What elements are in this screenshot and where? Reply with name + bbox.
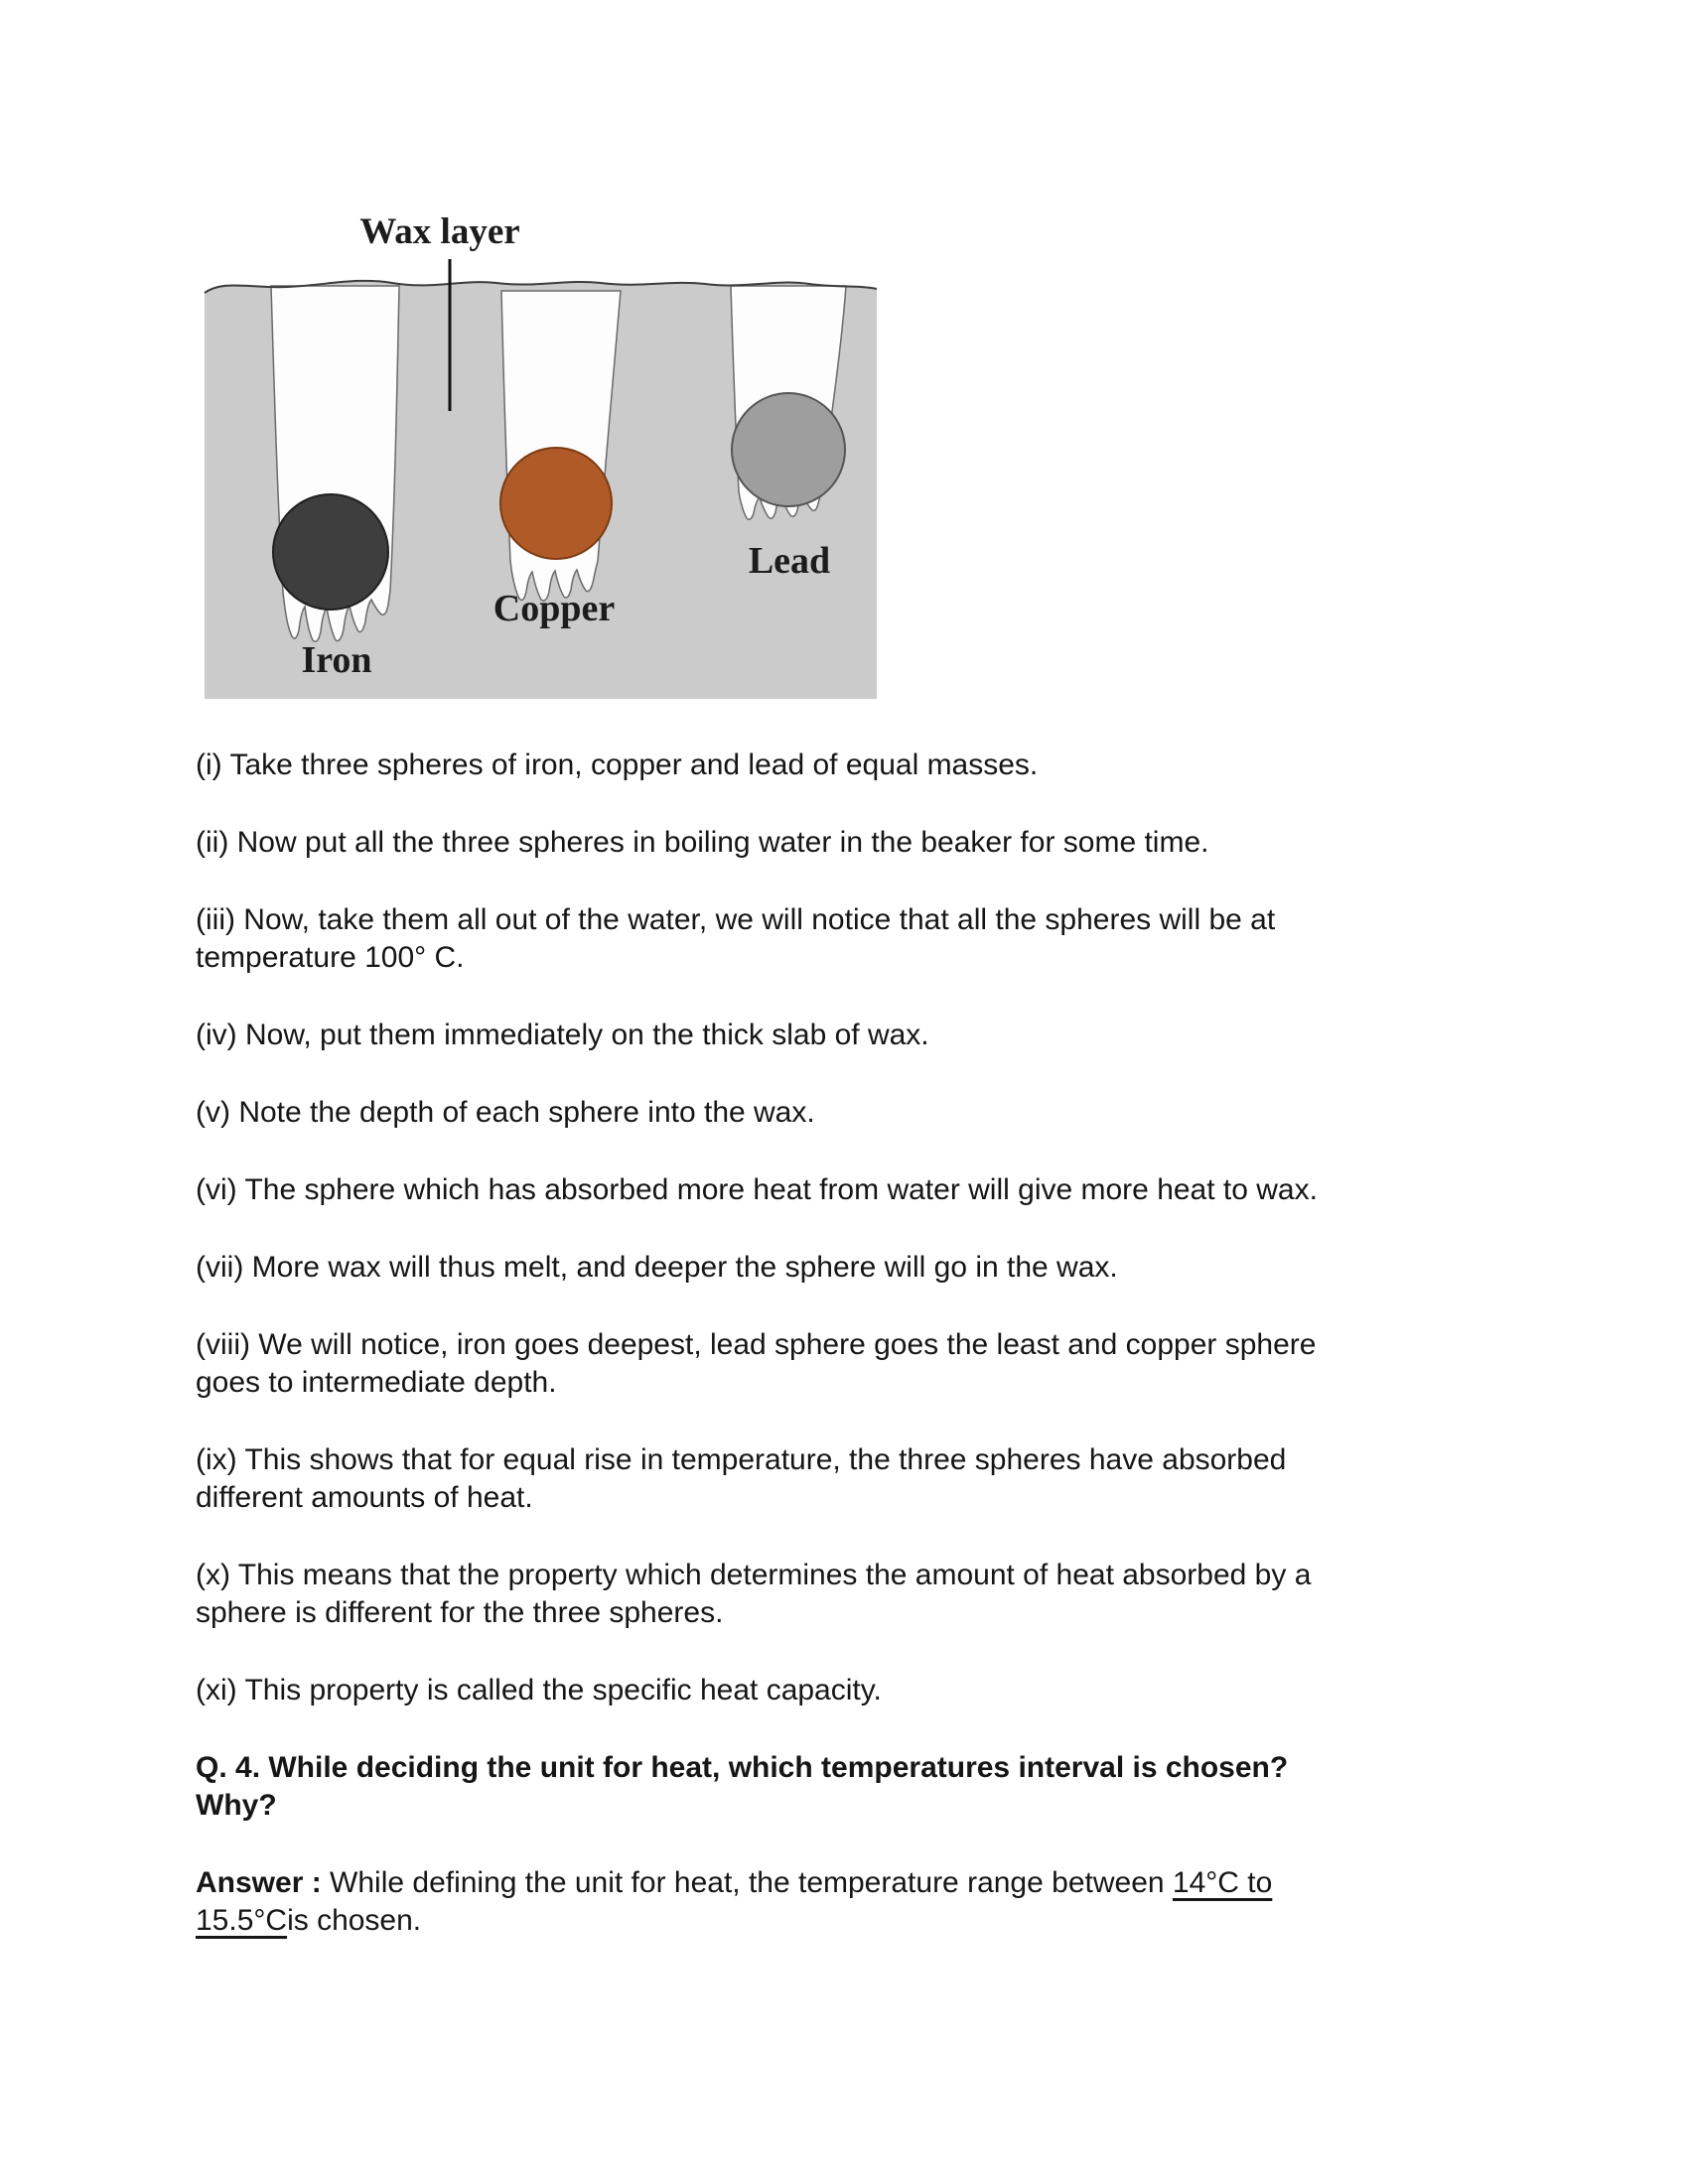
text-line: sphere is different for the three spheres. — [196, 1596, 724, 1629]
paragraph — [196, 1557, 1496, 1632]
text-line — [196, 1902, 1496, 1940]
text-line: temperature 100° C. — [196, 941, 465, 974]
text-line: (ix) This shows that for equal rise in temperature, the three spheres have absorbed — [196, 1443, 1287, 1476]
bold-text: Answer : — [196, 1866, 331, 1899]
content — [196, 747, 1496, 1979]
wax-layer-label: Wax layer — [359, 211, 520, 252]
text-line: different amounts of heat. — [196, 1481, 533, 1514]
text-line: Q. 4. While deciding the unit for heat, which temperatures interval is chosen? — [196, 1751, 1289, 1784]
underlined-text: 15.5°C — [196, 1904, 288, 1937]
lead-label: Lead — [748, 540, 831, 582]
text-line — [196, 1864, 1496, 1902]
paragraph — [196, 1249, 1496, 1287]
iron-sphere — [273, 494, 388, 610]
text-line: (vi) The sphere which has absorbed more heat from water will give more heat to wax. — [196, 1173, 1318, 1206]
text-line: (vii) More wax will thus melt, and deeper the sphere will go in the wax. — [196, 1251, 1118, 1284]
underlined-text: 14°C to — [1172, 1866, 1273, 1899]
text-line: (x) This means that the property which determines the amount of heat absorbed by a — [196, 1559, 1312, 1591]
paragraph — [196, 1094, 1496, 1132]
paragraph — [196, 747, 1496, 784]
text-segment: While defining the unit for heat, the temperature range between — [330, 1866, 1173, 1899]
text-line: (v) Note the depth of each sphere into the wax. — [196, 1096, 815, 1129]
text-line: Why? — [196, 1789, 277, 1822]
paragraph — [196, 1326, 1496, 1402]
paragraph — [196, 1017, 1496, 1054]
wax-experiment-diagram — [194, 194, 889, 710]
copper-label: Copper — [492, 588, 616, 629]
paragraph — [196, 1864, 1496, 1940]
text-line: (viii) We will notice, iron goes deepest, lead sphere goes the least and copper sphere — [196, 1328, 1317, 1361]
paragraph — [196, 1441, 1496, 1517]
text-line: (xi) This property is called the specific heat capacity. — [196, 1674, 882, 1706]
paragraph — [196, 1171, 1496, 1209]
paragraph — [196, 824, 1496, 862]
text-line: (iv) Now, put them immediately on the thick slab of wax. — [196, 1019, 929, 1051]
text-line: (iii) Now, take them all out of the water, we will notice that all the spheres will be at — [196, 903, 1276, 936]
paragraph — [196, 1749, 1496, 1825]
text-segment: is chosen. — [287, 1904, 422, 1937]
paragraph — [196, 1672, 1496, 1709]
text-line: goes to intermediate depth. — [196, 1366, 557, 1399]
paragraph — [196, 901, 1496, 977]
lead-sphere — [732, 393, 845, 506]
text-line: (ii) Now put all the three spheres in boiling water in the beaker for some time. — [196, 826, 1209, 859]
iron-label: Iron — [301, 639, 372, 681]
text-line: (i) Take three spheres of iron, copper and lead of equal masses. — [196, 749, 1039, 781]
copper-sphere — [500, 448, 612, 559]
